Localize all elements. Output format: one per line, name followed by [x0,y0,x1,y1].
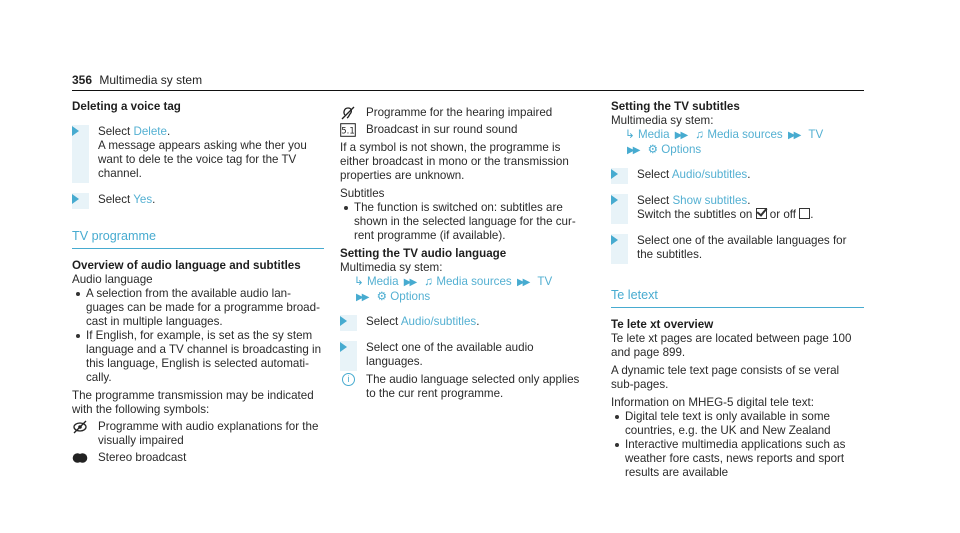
path-tv[interactable]: TV [808,128,824,141]
symbol-row [340,123,590,137]
path-media-sources[interactable]: Media sources [707,128,783,141]
step-show-subtitles [611,194,864,222]
setting-subtitles-heading: Setting the TV subtitles [611,100,740,113]
stereo-icon [72,451,88,465]
show-subtitles-link[interactable]: Show subtitles [672,194,748,207]
step-description: A message appears asking whe ther you want to dele te the voice tag for the TV channel. [98,139,307,180]
list-item: The function is switched on: subtitles are shown in the selected language for the cur-rent programme (if available). [340,201,590,243]
delete-voice-tag-heading: Deleting a voice tag [72,100,181,113]
symbol-desc: Broadcast in sur round sound [366,123,518,136]
step-text: Select [366,315,401,328]
note-text: The audio language selected only applies to the cur rent programme. [366,373,580,400]
path-arrow-icon: ↳ [625,128,635,141]
step-description: or off [766,208,800,221]
column-3 [611,100,864,480]
list-item: A selection from the available audio lan-guages can be made for a programme broad-cast in multiple languages. [72,287,324,329]
chevron-right-icon: ▶▶ [403,277,416,288]
list-item: Interactive multimedia applications such as weather fore casts, news reports and sport results are available [611,438,864,480]
visually-impaired-icon [72,420,88,434]
step-text: Select one of the available languages for the subtitles. [637,234,847,261]
column-2 [340,103,590,401]
chevron-right-icon: ▶▶ [787,130,800,141]
path-media[interactable]: Media [637,128,670,141]
step-select-audio-subtitles [340,315,590,329]
step-text: Select [637,168,672,181]
symbol-row [340,106,590,120]
checkbox-checked-icon [756,208,767,219]
menu-path [340,275,590,290]
path-tv[interactable]: TV [537,275,553,288]
header-rule [72,90,864,91]
surround-sound-icon [340,123,356,137]
teletext-overview-heading: Te lete xt overview [611,318,714,331]
checkbox-unchecked-icon [799,208,810,219]
path-options[interactable]: Options [661,143,702,156]
hearing-impaired-icon [340,106,356,120]
step-suffix: . [166,125,171,138]
setting-audio-heading: Setting the TV audio language [340,247,507,260]
delete-link[interactable]: Delete [133,125,167,138]
step-suffix: . [747,168,751,181]
teletext-title: Te letext [611,288,864,308]
page-number: 356 [72,73,93,87]
step-suffix: . [810,208,814,221]
info-icon: i [342,373,355,386]
chevron-right-icon: ▶▶ [516,277,529,288]
multimedia-system-label: Multimedia sy stem: [611,114,714,127]
teletext-paragraph: Te lete xt pages are located between page 100 and page 899. [611,332,852,359]
list-item: If English, for example, is set as the sy stem language and a TV channel is broadcasting in this language, English is selected automati-cally. [72,329,324,385]
audio-subtitles-link[interactable]: Audio/subtitles [400,315,477,328]
step-description: Switch the subtitles on [637,208,756,221]
symbol-desc: Programme with audio explanations for the visually impaired [98,420,319,447]
audio-language-label: Audio language [72,273,153,286]
section-name: Multimedia sy stem [99,73,203,87]
teletext-paragraph: Information on MHEG-5 digital tele text: [611,396,814,409]
step-arrow-icon [340,316,347,326]
step-suffix: . [152,193,156,206]
step-arrow-icon [611,195,618,205]
step-arrow-icon [340,342,347,352]
multimedia-system-label: Multimedia sy stem: [340,261,443,274]
list-item: Digital tele text is only available in some countries, e.g. the UK and New Zealand [611,410,864,438]
symbol-row [72,420,324,448]
chevron-right-icon: ▶▶ [674,130,687,141]
step-select-audio-language [340,341,590,369]
symbol-row [72,451,324,465]
symbol-desc: Programme for the hearing impaired [366,106,553,119]
subtitles-label: Subtitles [340,187,385,200]
menu-path-2 [340,290,590,305]
step-text: Select [637,194,673,207]
gear-icon: ⚙ [647,143,659,156]
audio-subtitles-link[interactable]: Audio/subtitles [671,168,748,181]
column-1 [72,100,324,468]
chevron-right-icon: ▶▶ [356,292,368,303]
path-arrow-icon: ↳ [354,275,364,288]
path-media-sources[interactable]: Media sources [436,275,512,288]
tv-programme-title: TV programme [72,229,324,249]
overview-heading: Overview of audio language and subtitles [72,259,301,272]
step-arrow-icon [72,194,79,204]
step-select-audio-subtitles [611,168,864,182]
chevron-right-icon: ▶▶ [627,145,639,156]
step-arrow-icon [611,235,618,245]
path-options[interactable]: Options [390,290,431,303]
page-header [72,73,202,87]
gear-icon: ⚙ [376,290,388,303]
svg-text:5.1: 5.1 [341,126,355,137]
step-suffix: . [747,194,751,207]
step-arrow-icon [611,169,618,179]
step-arrow-icon [72,126,79,136]
path-media[interactable]: Media [366,275,399,288]
step-select-delete [72,125,324,181]
mono-paragraph: If a symbol is not shown, the programme is either broadcast in mono or the transmission properties are unknown. [340,141,569,182]
step-text: Select [98,193,134,206]
media-sources-icon: ♫ [695,128,705,141]
step-select-language [611,234,864,262]
step-text: Select one of the available audio languages. [366,341,534,368]
media-sources-icon: ♫ [424,275,434,288]
step-text: Select [98,125,134,138]
symbol-desc: Stereo broadcast [98,451,187,464]
menu-path-2 [611,143,864,158]
menu-path [611,128,864,143]
step-suffix: . [476,315,480,328]
teletext-paragraph: A dynamic tele text page consists of se veral sub-pages. [611,364,840,391]
yes-link[interactable]: Yes [133,193,153,206]
step-select-yes [72,193,324,207]
info-note [340,373,590,401]
symbols-intro: The programme transmission may be indicated with the following symbols: [72,389,314,416]
